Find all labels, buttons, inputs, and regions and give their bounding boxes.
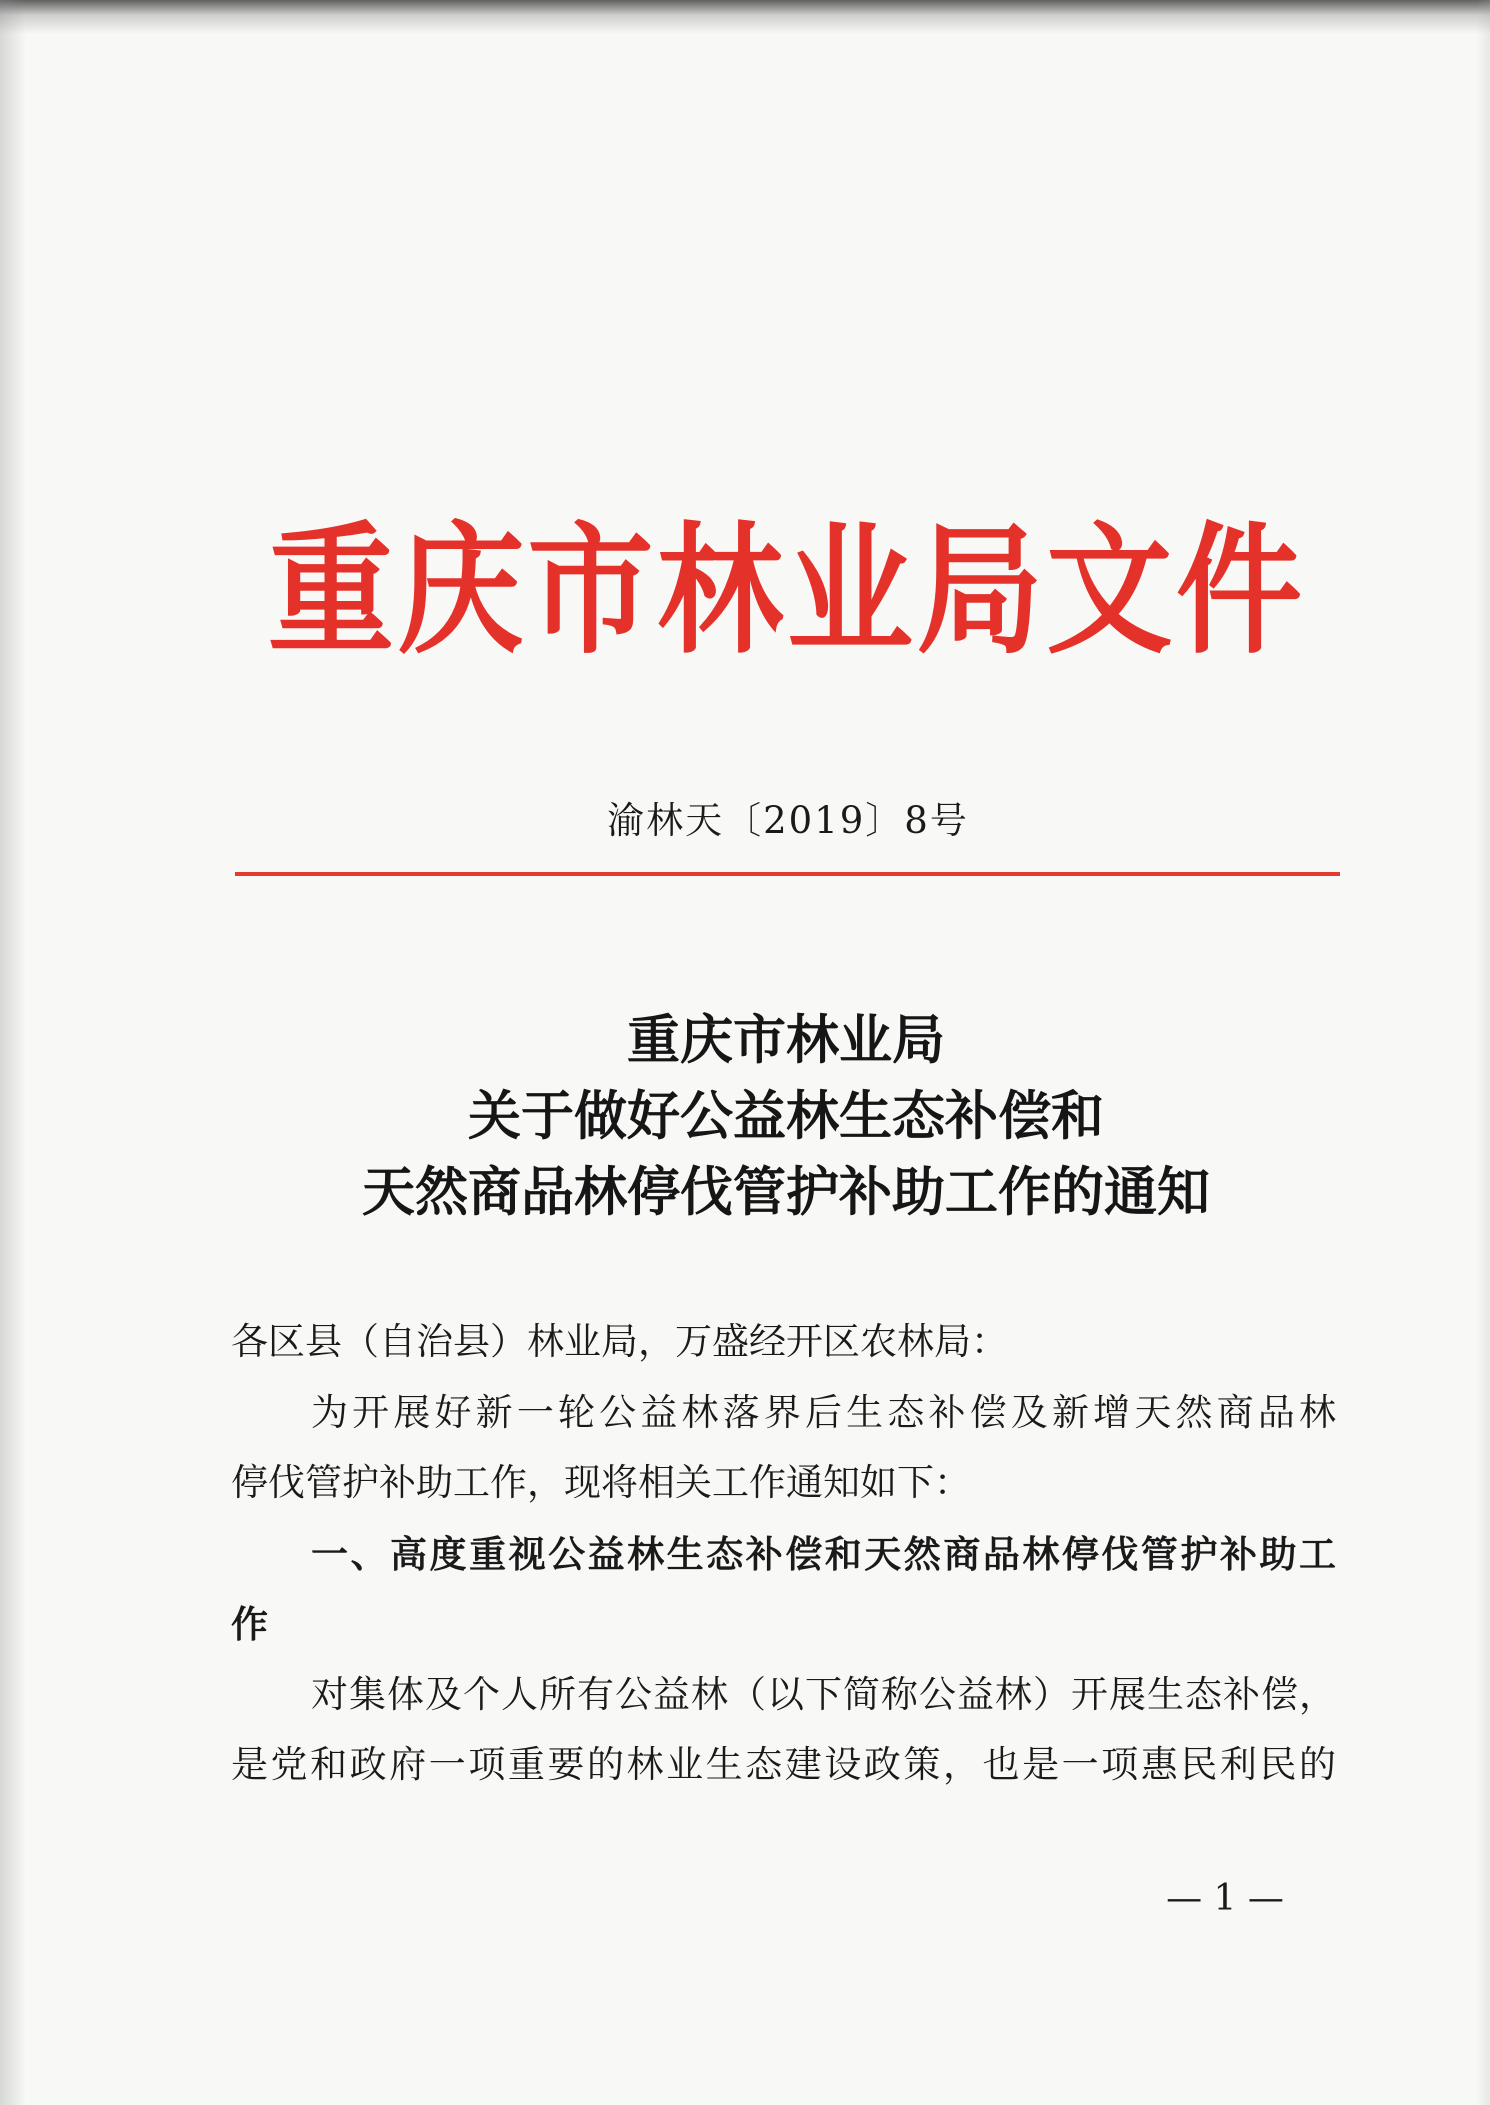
- red-divider-rule: [235, 872, 1340, 876]
- issuer-header: 重庆市林业局文件: [268, 512, 1302, 674]
- scan-shadow-right: [1476, 0, 1490, 2105]
- title-line: 关于做好公益林生态补偿和: [468, 1085, 1104, 1147]
- document-number: 渝林天〔2019〕8号: [607, 799, 969, 842]
- scan-shadow-top: [0, 0, 1490, 34]
- section-paragraph-line: 对集体及个人所有公益林（以下简称公益林）开展生态补偿，: [311, 1672, 1336, 1716]
- document-title: [300, 1002, 1272, 1230]
- page-number: — 1 —: [1166, 1878, 1284, 1919]
- scan-shadow-left: [0, 0, 26, 2105]
- document-body: [231, 1307, 1336, 1801]
- section-paragraph-line: 是党和政府一项重要的林业生态建设政策，也是一项惠民利民的: [231, 1743, 1336, 1786]
- intro-paragraph-line: 停伐管护补助工作，现将相关工作通知如下：: [231, 1461, 971, 1504]
- title-line: 天然商品林停伐管护补助工作的通知: [362, 1161, 1210, 1223]
- salutation: 各区县（自治县）林业局，万盛经开区农林局：: [231, 1320, 1008, 1363]
- section-heading-line: 作: [231, 1602, 268, 1646]
- title-line: 重庆市林业局: [627, 1009, 945, 1071]
- intro-paragraph-line: 为开展好新一轮公益林落界后生态补偿及新增天然商品林: [311, 1390, 1336, 1434]
- section-heading-line: 一、高度重视公益林生态补偿和天然商品林停伐管护补助工: [311, 1531, 1336, 1576]
